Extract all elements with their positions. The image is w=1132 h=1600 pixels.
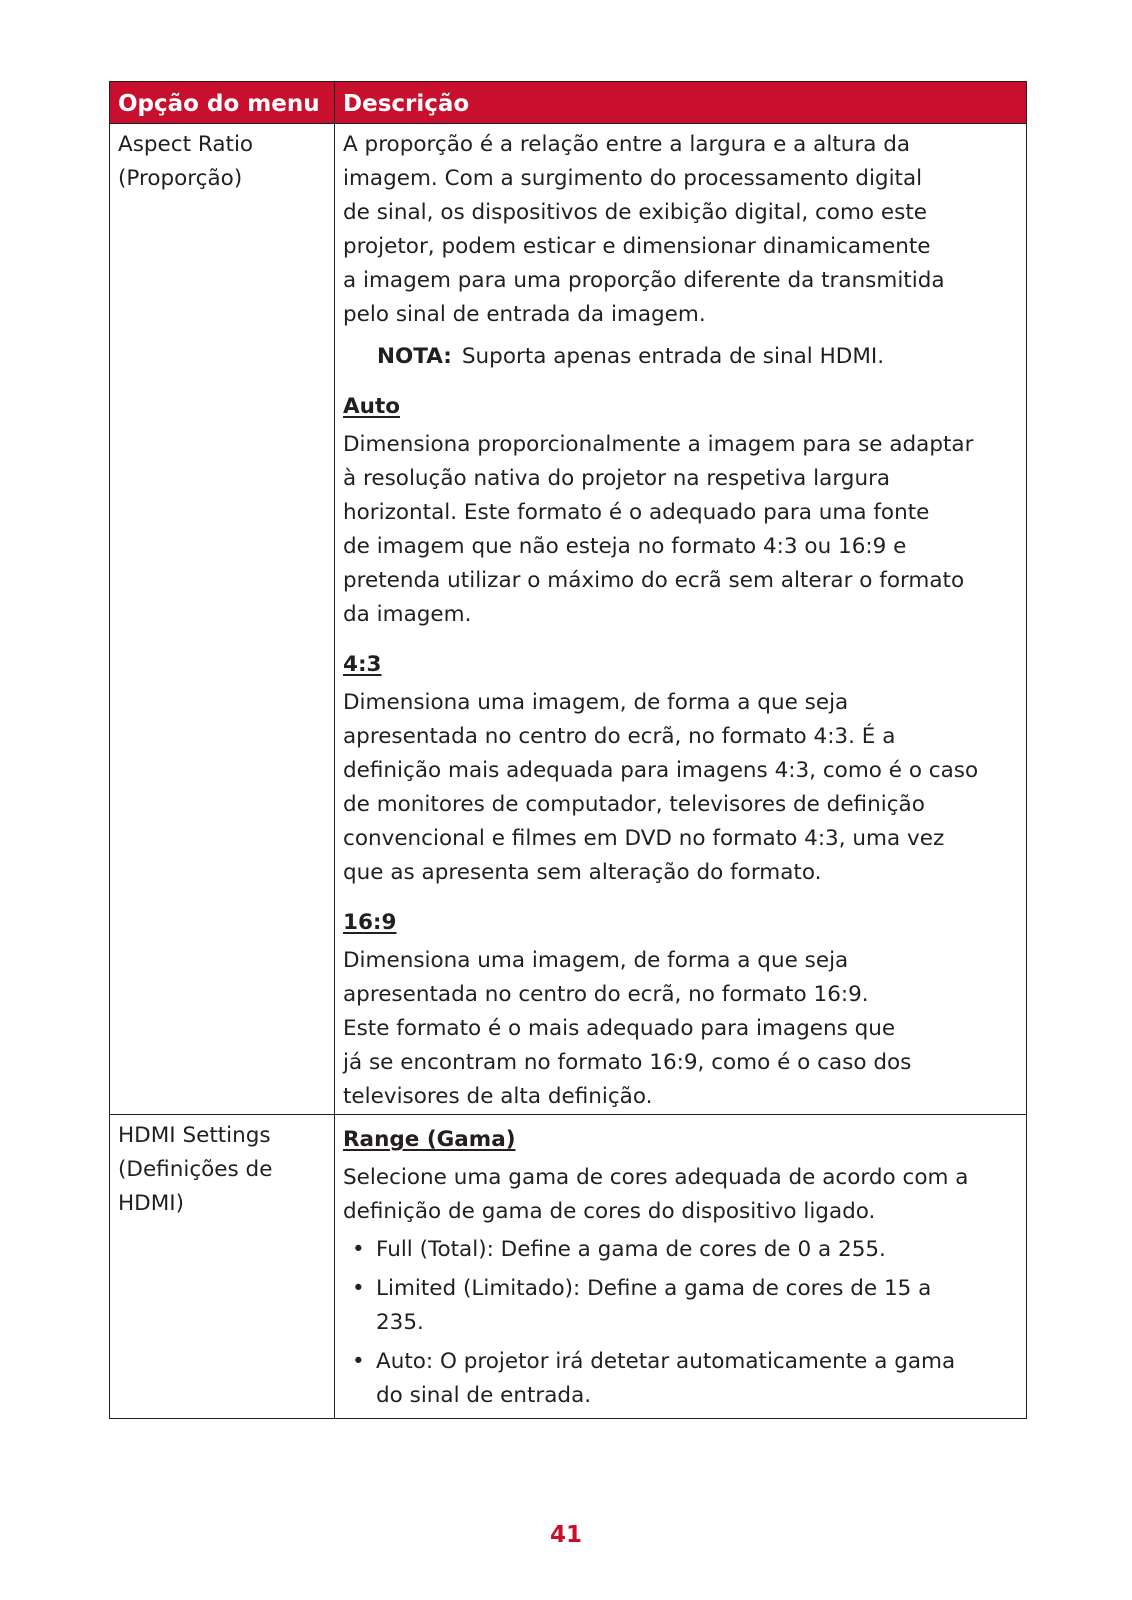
text-line: televisores de alta definição. bbox=[343, 1084, 653, 1109]
text-line: horizontal. Este formato é o adequado para uma fonte bbox=[343, 500, 930, 525]
table-row-aspect-ratio bbox=[110, 124, 1027, 1115]
text-line: Dimensiona uma imagem, de forma a que seja bbox=[343, 690, 849, 715]
section-title-4-3: 4:3 bbox=[343, 652, 382, 677]
description-cell bbox=[335, 1115, 1027, 1419]
text-line: pelo sinal de entrada da imagem. bbox=[343, 302, 706, 327]
text-line: que as apresenta sem alteração do formato. bbox=[343, 860, 822, 885]
text-line: pretenda utilizar o máximo do ecrã sem alterar o formato bbox=[343, 568, 965, 593]
text-line: à resolução nativa do projetor na respetiva largura bbox=[343, 466, 891, 491]
bullet-icon: • bbox=[352, 1276, 365, 1301]
option-line: HDMI Settings bbox=[118, 1123, 271, 1148]
column-header-menu-option: Opção do menu bbox=[110, 82, 335, 124]
intro-paragraph bbox=[343, 128, 1024, 332]
text-line: definição mais adequada para imagens 4:3, como é o caso bbox=[343, 758, 979, 783]
menu-option-cell bbox=[110, 124, 335, 1115]
option-line: Aspect Ratio bbox=[118, 132, 254, 157]
text-line: Dimensiona proporcionalmente a imagem para se adaptar bbox=[343, 432, 974, 457]
text-line: apresentada no centro do ecrã, no formato 16:9. bbox=[343, 982, 869, 1007]
page-number: 41 bbox=[549, 1522, 582, 1548]
text-line: Selecione uma gama de cores adequada de acordo com a bbox=[343, 1165, 969, 1190]
text-line: imagem. Com a surgimento do processamento digital bbox=[343, 166, 923, 191]
text-line: definição de gama de cores do dispositivo ligado. bbox=[343, 1199, 876, 1224]
text-line: Dimensiona uma imagem, de forma a que seja bbox=[343, 948, 849, 973]
section-body-4-3 bbox=[343, 686, 1024, 890]
text-line: já se encontram no formato 16:9, como é o caso dos bbox=[343, 1050, 912, 1075]
text-line: apresentada no centro do ecrã, no formato 4:3. É a bbox=[343, 724, 896, 749]
list-item bbox=[343, 1233, 1024, 1267]
range-options-list bbox=[343, 1233, 1024, 1413]
section-body-auto bbox=[343, 428, 1024, 632]
list-item bbox=[343, 1345, 1024, 1413]
text-line: Auto: O projetor irá detetar automaticamente a gama bbox=[376, 1349, 956, 1374]
text-line: Full (Total): Define a gama de cores de 0 a 255. bbox=[376, 1237, 886, 1262]
option-line: (Proporção) bbox=[118, 166, 243, 191]
menu-option-cell bbox=[110, 1115, 335, 1419]
section-title-auto: Auto bbox=[343, 394, 400, 419]
column-header-description: Descrição bbox=[335, 82, 1027, 124]
text-line: Este formato é o mais adequado para imagens que bbox=[343, 1016, 896, 1041]
section-title-16-9: 16:9 bbox=[343, 910, 397, 935]
section-body-16-9 bbox=[343, 944, 1024, 1114]
bullet-icon: • bbox=[352, 1237, 365, 1262]
text-line: da imagem. bbox=[343, 602, 472, 627]
text-line: Limited (Limitado): Define a gama de cores de 15 a bbox=[376, 1276, 932, 1301]
section-title-range: Range (Gama) bbox=[343, 1127, 516, 1152]
note bbox=[377, 340, 1024, 374]
note-label: NOTA: bbox=[377, 344, 452, 369]
text-line: a imagem para uma proporção diferente da transmitida bbox=[343, 268, 945, 293]
text-line: A proporção é a relação entre a largura e a altura da bbox=[343, 132, 911, 157]
text-line: de sinal, os dispositivos de exibição digital, como este bbox=[343, 200, 927, 225]
text-line: de imagem que não esteja no formato 4:3 ou 16:9 e bbox=[343, 534, 907, 559]
section-body-range bbox=[343, 1161, 1024, 1229]
table-row-hdmi-settings bbox=[110, 1115, 1027, 1419]
option-line: HDMI) bbox=[118, 1191, 185, 1216]
text-line: de monitores de computador, televisores de definição bbox=[343, 792, 925, 817]
text-line: projetor, podem esticar e dimensionar dinamicamente bbox=[343, 234, 931, 259]
option-line: (Definições de bbox=[118, 1157, 273, 1182]
text-line: do sinal de entrada. bbox=[376, 1383, 592, 1408]
description-cell bbox=[335, 124, 1027, 1115]
menu-options-table bbox=[109, 81, 1027, 1419]
bullet-icon: • bbox=[352, 1349, 365, 1374]
table-header-row bbox=[110, 82, 1027, 124]
text-line: convencional e filmes em DVD no formato 4:3, uma vez bbox=[343, 826, 945, 851]
note-text: Suporta apenas entrada de sinal HDMI. bbox=[461, 344, 885, 369]
text-line: 235. bbox=[376, 1310, 424, 1335]
list-item bbox=[343, 1272, 1024, 1340]
